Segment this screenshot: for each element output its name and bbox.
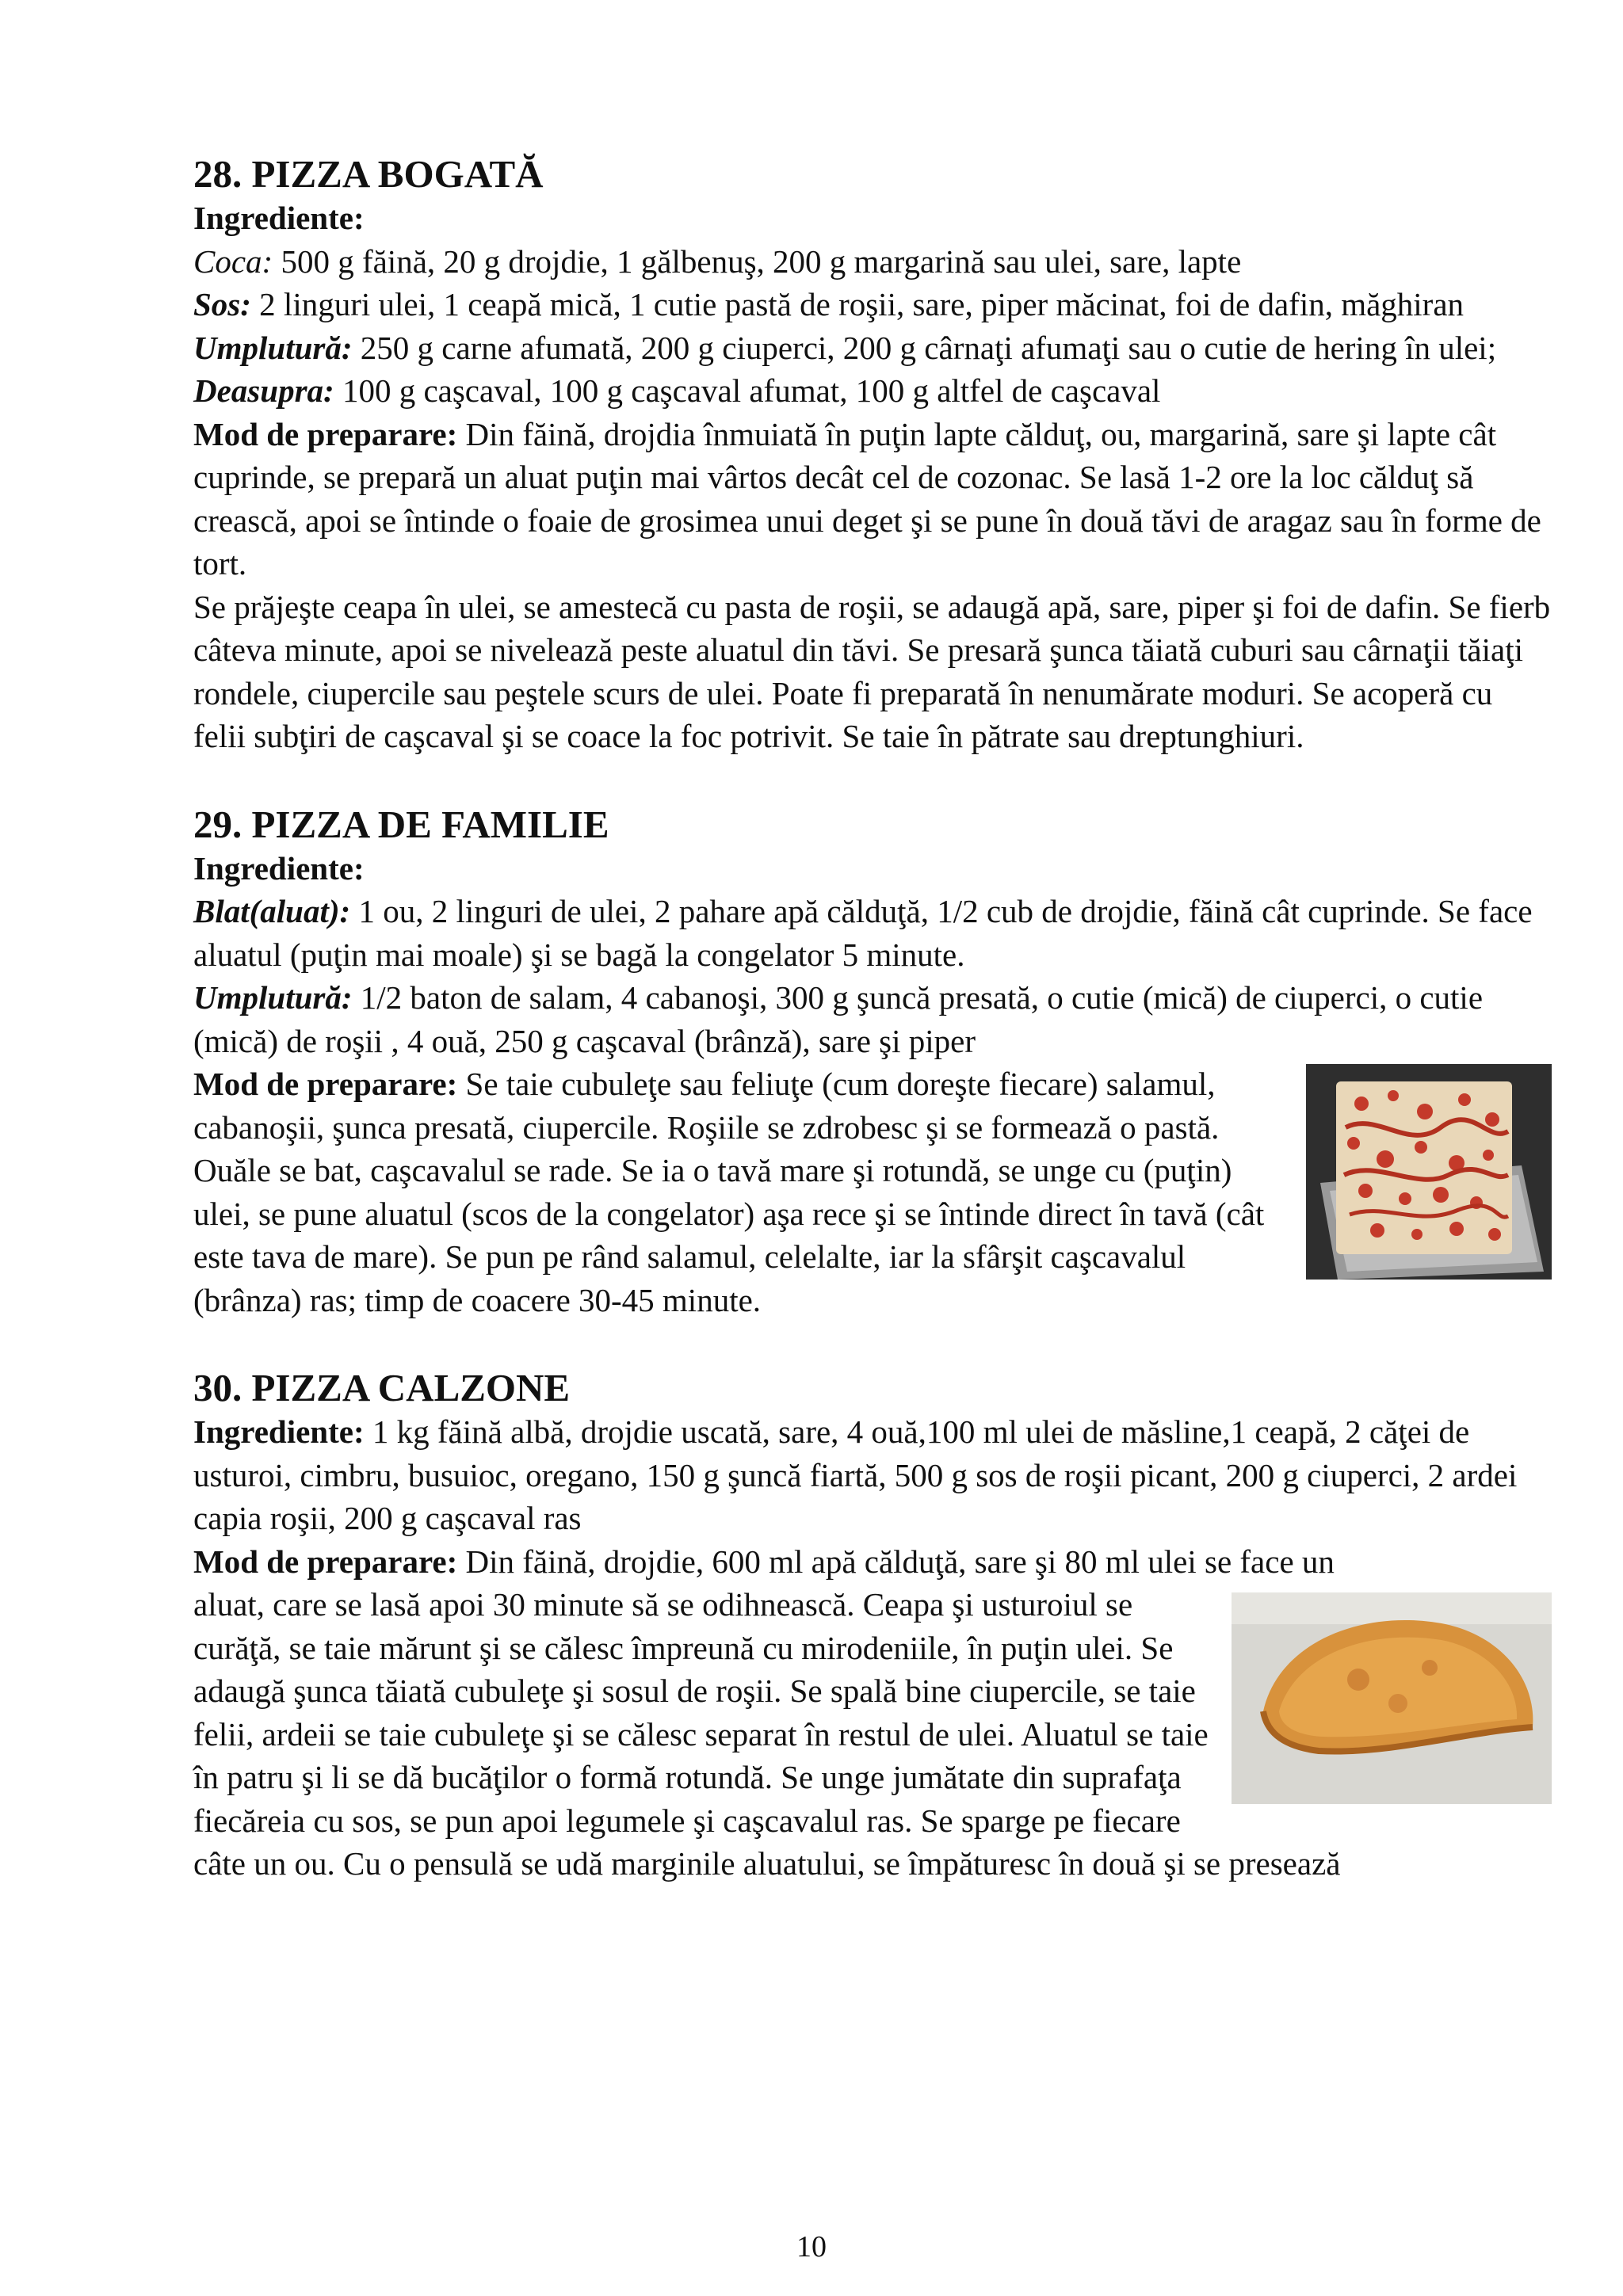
pizza-photo xyxy=(1306,1064,1552,1280)
deasupra-label: Deasupra: xyxy=(193,372,334,409)
page-number: 10 xyxy=(796,2230,827,2264)
ingredient-line-umplutura xyxy=(193,976,1552,1062)
ingredient-line-coca xyxy=(193,240,1552,284)
deasupra-text: 100 g caşcaval, 100 g caşcaval afumat, 100 g altfel de caşcaval xyxy=(334,372,1161,409)
mod-text: Se taie cubuleţe sau feliuţe (cum doreşte fiecare) salamul, cabanoşii, şunca presată, ciupercile. Roşiile se zdrobesc şi se formează o pastă. Ouăle se bat, caşcavalul se rade. Se ia o tavă mare şi rotundă, se unge cu (puţin) ulei, se pune aluatul (scos de la congelator) aşa rece şi se întinde direct în tavă (cât este tava de mare). Se pun pe rând salamul, celelalte, iar la sfârşit caşcavalul (brânza) ras; timp de coacere 30-45 minute. xyxy=(193,1066,1265,1318)
ingredient-line-sos xyxy=(193,283,1552,326)
umplutura-label: Umplutură: xyxy=(193,329,353,366)
ingredient-line-blat xyxy=(193,890,1552,976)
recipe-title: 29. PIZZA DE FAMILIE xyxy=(193,802,609,846)
recipe-title: 28. PIZZA BOGATĂ xyxy=(193,152,544,196)
page-content xyxy=(193,152,1552,1886)
calzone-photo-image xyxy=(1232,1592,1552,1804)
sos-label: Sos: xyxy=(193,286,251,322)
recipe-28 xyxy=(193,152,1552,758)
pizza-photo-image xyxy=(1306,1064,1552,1280)
ingredients-paragraph xyxy=(193,1410,1552,1540)
blat-text: 1 ou, 2 linguri de ulei, 2 pahare apă călduţă, 1/2 cub de drojdie, făină cât cuprinde. Se face aluatul (puţin mai moale) şi se bagă la congelator 5 minute. xyxy=(193,893,1533,973)
ingredient-line-umplutura xyxy=(193,326,1552,370)
recipe-30 xyxy=(193,1366,1552,1886)
coca-label: Coca: xyxy=(193,242,273,280)
umplutura-label: Umplutură: xyxy=(193,979,353,1016)
preparation-paragraph: aluat, care se lasă apoi 30 minute să se odihnească. Ceapa şi usturoiul se curăţă, se taie mărunt şi se călesc împreună cu mirodeniile, în puţin ulei. Se adaugă şunca tăiată cubuleţe şi sosul de roşii. Se spală bine ciupercile, se taie felii, ardeii se taie cubuleţe şi se călesc separat în restul de ulei. Aluatul se taie în patru şi li se dă bucăţilor o formă rotundă. Se unge jumătate din suprafaţa fiecăreia cu sos, se pun apoi legumele şi caşcavalul ras. Se sparge pe fiecare câte un ou. Cu o pensulă se udă marginile aluatului, se împăturesc în două şi se presează xyxy=(193,1586,1341,1882)
sos-text: 2 linguri ulei, 1 ceapă mică, 1 cutie pastă de roşii, sare, piper măcinat, foi de dafin, măghiran xyxy=(250,286,1465,322)
ingredient-line-deasupra xyxy=(193,369,1552,413)
recipe-title: 30. PIZZA CALZONE xyxy=(193,1366,571,1409)
mod-text: Din făină, drojdia înmuiată în puţin lapte călduţ, ou, margarină, sare şi lapte cât cuprinde, se prepară un aluat puţin mai vârtos decât cel de cozonac. Se lasă 1-2 ore la loc călduţ să crească, apoi se întinde o foaie de grosimea unui deget şi se pune în două tăvi de aragaz sau în forme de tort. xyxy=(193,415,1541,582)
ingredients-text: 1 kg făină albă, drojdie uscată, sare, 4 ouă,100 ml ulei de măsline,1 ceapă, 2 căţei de usturoi, cimbru, busuioc, oregano, 150 g şuncă fiartă, 500 g sos de roşii picant, 200 g ciuperci, 2 ardei capia roşii, 200 g caşcaval ras xyxy=(193,1413,1518,1536)
ingredients-heading: Ingrediente: xyxy=(193,200,365,236)
mod-text-first: Din făină, drojdie, 600 ml apă călduţă, sare şi 80 ml ulei se face un xyxy=(457,1543,1335,1580)
preparation-first-line xyxy=(193,1540,1552,1584)
ingredients-heading: Ingrediente: xyxy=(193,849,365,887)
umplutura-text: 1/2 baton de salam, 4 cabanoşi, 300 g şuncă presată, o cutie (mică) de ciuperci, o cutie (mică) de roşii , 4 ouă, 250 g caşcaval (brânză), sare şi piper xyxy=(193,979,1484,1059)
blat-label: Blat(aluat): xyxy=(193,893,351,929)
preparation-paragraph-2: Se prăjeşte ceapa în ulei, se amestecă cu pasta de roşii, se adaugă apă, sare, piper şi foi de dafin. Se fierb câteva minute, apoi se nivelează peste aluatul din tăvi. Se presară şunca tăiată cuburi sau cârnaţii tăiaţi rondele, ciupercile sau peştele scurs de ulei. Poate fi preparată în nenumărate moduri. Se acoperă cu felii subţiri de caşcaval şi se coace la foc potrivit. Se taie în pătrate sau dreptunghiuri. xyxy=(193,588,1551,754)
mod-label: Mod de preparare: xyxy=(193,415,458,452)
mod-label: Mod de preparare: xyxy=(193,1066,458,1102)
mod-label: Mod de preparare: xyxy=(193,1543,458,1580)
recipe-29 xyxy=(193,803,1552,1322)
coca-text: 500 g făină, 20 g drojdie, 1 gălbenuş, 200 g margarină sau ulei, sare, lapte xyxy=(273,242,1242,280)
calzone-photo xyxy=(1232,1592,1552,1804)
ingredients-label: Ingrediente: xyxy=(193,1413,365,1450)
preparation-paragraph xyxy=(193,413,1552,585)
umplutura-text: 250 g carne afumată, 200 g ciuperci, 200 g cârnaţi afumaţi sau o cutie de hering în ulei; xyxy=(352,329,1497,366)
